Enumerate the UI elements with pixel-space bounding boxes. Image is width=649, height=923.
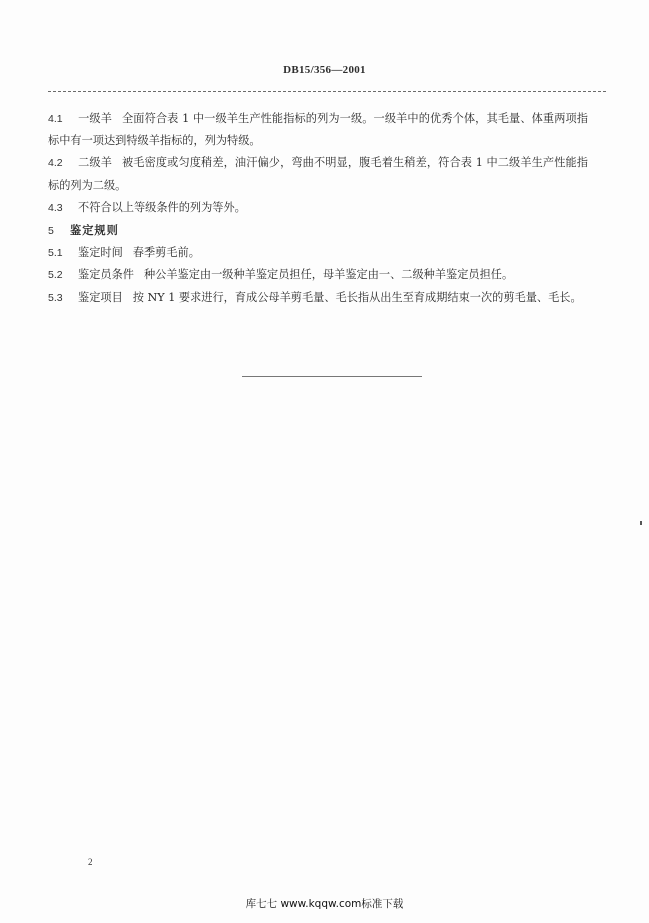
clause-5-1 <box>48 242 588 264</box>
clause-number: 5.2 <box>48 269 63 282</box>
clause-number: 5.3 <box>48 291 63 304</box>
clause-term: 二级羊 <box>78 156 112 170</box>
clause-term: 鉴定员条件 <box>78 268 134 282</box>
section-number: 5 <box>48 225 54 238</box>
scan-artifact-mark <box>640 521 642 525</box>
clause-5-2 <box>48 264 588 286</box>
clause-5-3 <box>48 287 588 309</box>
document-code-header: DB15/356—2001 <box>283 64 366 76</box>
clause-text: 春季剪毛前。 <box>132 246 200 260</box>
clause-term: 鉴定时间 <box>78 246 123 260</box>
end-of-text-rule <box>242 376 422 378</box>
clause-number: 5.1 <box>48 247 63 260</box>
clause-number: 4.1 <box>48 113 63 125</box>
clause-term: 鉴定项目 <box>78 290 123 304</box>
page-number: 2 <box>88 857 93 867</box>
section-5-heading <box>48 219 588 242</box>
clause-term: 一级羊 <box>78 112 112 125</box>
header-divider <box>48 91 606 93</box>
clause-4-1 <box>48 108 588 152</box>
clause-number: 4.3 <box>48 201 63 214</box>
clause-text: 种公羊鉴定由一级种羊鉴定员担任，母羊鉴定由一、二级种羊鉴定员担任。 <box>143 268 514 282</box>
section-title: 鉴定规则 <box>70 223 119 238</box>
clause-text: 全面符合表 1 中一级羊生产性能指标的列为一级。一级羊中的优秀个体，其毛量、体重两项指标中有一项达到特级羊指标的，列为特级。 <box>48 112 588 148</box>
clause-4-3 <box>48 197 588 219</box>
clause-4-2 <box>48 152 588 196</box>
footer-watermark: 库七七 www.kqqw.com标准下载 <box>245 898 404 910</box>
clause-number: 4.2 <box>48 157 63 170</box>
clause-text: 按 NY 1 要求进行，育成公母羊剪毛量、毛长指从出生至育成期结束一次的剪毛量、毛长。 <box>132 290 582 304</box>
clause-text: 被毛密度或匀度稍差，油汗偏少，弯曲不明显，腹毛着生稍差，符合表 1 中二级羊生产性能指标的列为二级。 <box>48 156 588 192</box>
clause-text: 不符合以上等级条件的列为等外。 <box>78 200 246 214</box>
document-body <box>48 108 588 309</box>
